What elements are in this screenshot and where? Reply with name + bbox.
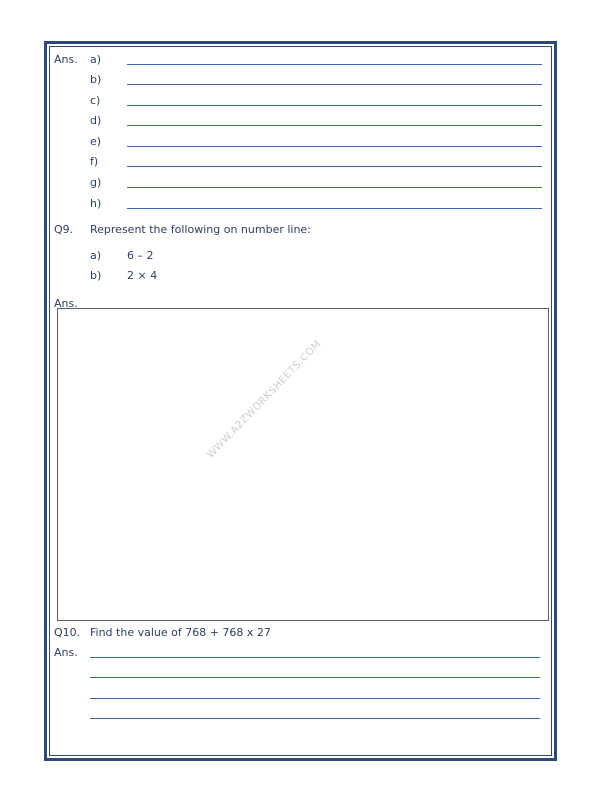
q8-ans-label: Ans.	[54, 53, 78, 66]
q8-item-f-label: f)	[90, 155, 99, 168]
q10-answer-line-4	[90, 718, 540, 719]
q8-item-g-label: g)	[90, 176, 102, 189]
watermark: WWW.A2ZWORKSHEETS.COM	[205, 338, 324, 461]
q8-answer-line-a	[127, 64, 542, 65]
q10-answer-line-1	[90, 657, 540, 658]
q8-item-h-label: h)	[90, 197, 102, 210]
q8-answer-line-g	[127, 187, 542, 188]
q10-prompt: Find the value of 768 + 768 x 27	[90, 626, 271, 639]
q9-part-a-expression: 6 – 2	[127, 249, 154, 262]
q9-part-b-label: b)	[90, 269, 102, 282]
q10-number: Q10.	[54, 626, 81, 639]
q9-prompt: Represent the following on number line:	[90, 223, 311, 236]
q8-item-a-label: a)	[90, 53, 102, 66]
q8-answer-line-b	[127, 84, 542, 85]
q9-part-a-label: a)	[90, 249, 102, 262]
q9-part-b-expression: 2 × 4	[127, 269, 158, 282]
q8-answer-line-f	[127, 166, 542, 167]
q8-answer-line-d	[127, 125, 542, 126]
q8-answer-line-e	[127, 146, 542, 147]
q8-item-d-label: d)	[90, 114, 102, 127]
q8-item-e-label: e)	[90, 135, 102, 148]
q8-answer-line-h	[127, 208, 542, 209]
q8-answer-line-c	[127, 105, 542, 106]
q10-ans-label: Ans.	[54, 646, 78, 659]
q9-number: Q9.	[54, 223, 74, 236]
q10-answer-line-3	[90, 698, 540, 699]
q8-item-b-label: b)	[90, 73, 102, 86]
q10-answer-line-2	[90, 677, 540, 678]
q8-item-c-label: c)	[90, 94, 101, 107]
q9-ans-label: Ans.	[54, 297, 78, 310]
